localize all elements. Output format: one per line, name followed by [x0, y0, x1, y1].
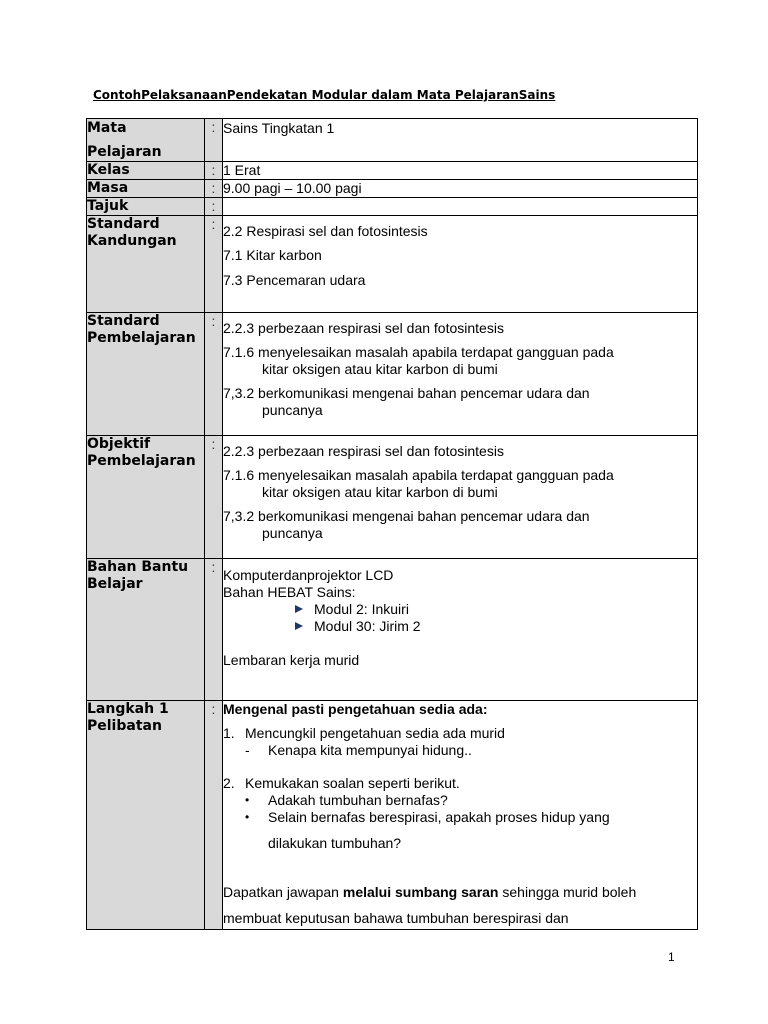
- sp-item-2-cont: kitar oksigen atau kitar karbon di bumi: [262, 361, 498, 377]
- row-langkah-1: [87, 701, 698, 930]
- value-bahan-bantu-belajar: [223, 559, 698, 701]
- bahan-line-2: Bahan HEBAT Sains:: [223, 584, 356, 600]
- bahan-line-3: Lembaran kerja murid: [223, 652, 360, 668]
- colon: :: [205, 559, 223, 701]
- bahan-line-1: Komputerdanprojektor LCD: [223, 567, 394, 583]
- value-mata-pelajaran: Sains Tingkatan 1: [223, 119, 698, 162]
- op-item-1: 2.2.3 perbezaan respirasi sel dan fotosintesis: [223, 443, 504, 459]
- label-kelas: Kelas: [87, 162, 205, 180]
- row-standard-kandungan: [87, 216, 698, 313]
- row-standard-pembelajaran: [87, 313, 698, 436]
- page-number: 1: [668, 950, 675, 964]
- sk-item: 7.1 Kitar karbon: [223, 247, 322, 263]
- langkah-heading: Mengenal pasti pengetahuan sedia ada:: [223, 701, 488, 717]
- colon: :: [205, 198, 223, 216]
- colon: :: [205, 436, 223, 559]
- label-bahan-bantu-belajar: Bahan Bantu Belajar: [87, 559, 205, 701]
- label-masa: Masa: [87, 180, 205, 198]
- colon: :: [205, 313, 223, 436]
- arrow-bullet-icon: [295, 622, 303, 630]
- langkah-step-1: 1. Mencungkil pengetahuan sedia ada murid: [223, 725, 505, 741]
- langkah-final-line-1: Dapatkan jawapan melalui sumbang saran sehingga murid boleh: [223, 884, 637, 900]
- colon: :: [205, 162, 223, 180]
- sp-item-2: 7.1.6 menyelesaikan masalah apabila terdapat gangguan pada: [223, 344, 614, 360]
- langkah-step-1-sub: - Kenapa kita mempunyai hidung..: [245, 742, 472, 758]
- value-objektif-pembelajaran: [223, 436, 698, 559]
- row-masa: [87, 180, 698, 198]
- langkah-step-2: 2. Kemukakan soalan seperti berikut.: [223, 775, 460, 791]
- label-langkah-1: Langkah 1 Pelibatan: [87, 701, 205, 930]
- langkah-final-line-2: membuat keputusan bahawa tumbuhan berespirasi dan: [223, 910, 569, 926]
- value-standard-kandungan: [223, 216, 698, 313]
- value-standard-pembelajaran: [223, 313, 698, 436]
- op-item-2: 7.1.6 menyelesaikan masalah apabila terdapat gangguan pada: [223, 467, 614, 483]
- sp-item-3: 7,3.2 berkomunikasi mengenai bahan pencemar udara dan: [223, 385, 590, 401]
- langkah-question-2: • Selain bernafas berespirasi, apakah proses hidup yang: [245, 809, 610, 825]
- label-objektif-pembelajaran: Objektif Pembelajaran: [87, 436, 205, 559]
- row-bahan-bantu-belajar: [87, 559, 698, 701]
- sk-item: 7.3 Pencemaran udara: [223, 272, 366, 288]
- sk-item: 2.2 Respirasi sel dan fotosintesis: [223, 223, 428, 239]
- document-title: ContohPelaksanaanPendekatan Modular dalam Mata PelajaranSains: [93, 88, 556, 102]
- value-masa: 9.00 pagi – 10.00 pagi: [223, 180, 698, 198]
- op-item-3: 7,3.2 berkomunikasi mengenai bahan pencemar udara dan: [223, 508, 590, 524]
- sp-item-1: 2.2.3 perbezaan respirasi sel dan fotosintesis: [223, 320, 504, 336]
- label-standard-pembelajaran: Standard Pembelajaran: [87, 313, 205, 436]
- value-kelas: 1 Erat: [223, 162, 698, 180]
- label-mata-pelajaran: Mata Pelajaran: [87, 119, 205, 162]
- value-tajuk: [223, 198, 698, 216]
- langkah-question-1: • Adakah tumbuhan bernafas?: [245, 792, 448, 808]
- bahan-bullet-2: Modul 30: Jirim 2: [223, 618, 697, 635]
- sp-item-3-cont: puncanya: [262, 402, 323, 418]
- arrow-bullet-icon: [295, 605, 303, 613]
- label-standard-kandungan: Standard Kandungan: [87, 216, 205, 313]
- row-mata-pelajaran: [87, 119, 698, 162]
- langkah-question-2-cont: dilakukan tumbuhan?: [268, 835, 402, 851]
- op-item-2-cont: kitar oksigen atau kitar karbon di bumi: [262, 484, 498, 500]
- label-tajuk: Tajuk: [87, 198, 205, 216]
- op-item-3-cont: puncanya: [262, 525, 323, 541]
- colon: :: [205, 119, 223, 162]
- row-objektif-pembelajaran: [87, 436, 698, 559]
- colon: :: [205, 701, 223, 930]
- value-langkah-1: [223, 701, 698, 930]
- colon: :: [205, 180, 223, 198]
- bahan-bullet-1: Modul 2: Inkuiri: [223, 601, 697, 618]
- row-kelas: [87, 162, 698, 180]
- colon: :: [205, 216, 223, 313]
- lesson-plan-table: [86, 118, 698, 930]
- row-tajuk: [87, 198, 698, 216]
